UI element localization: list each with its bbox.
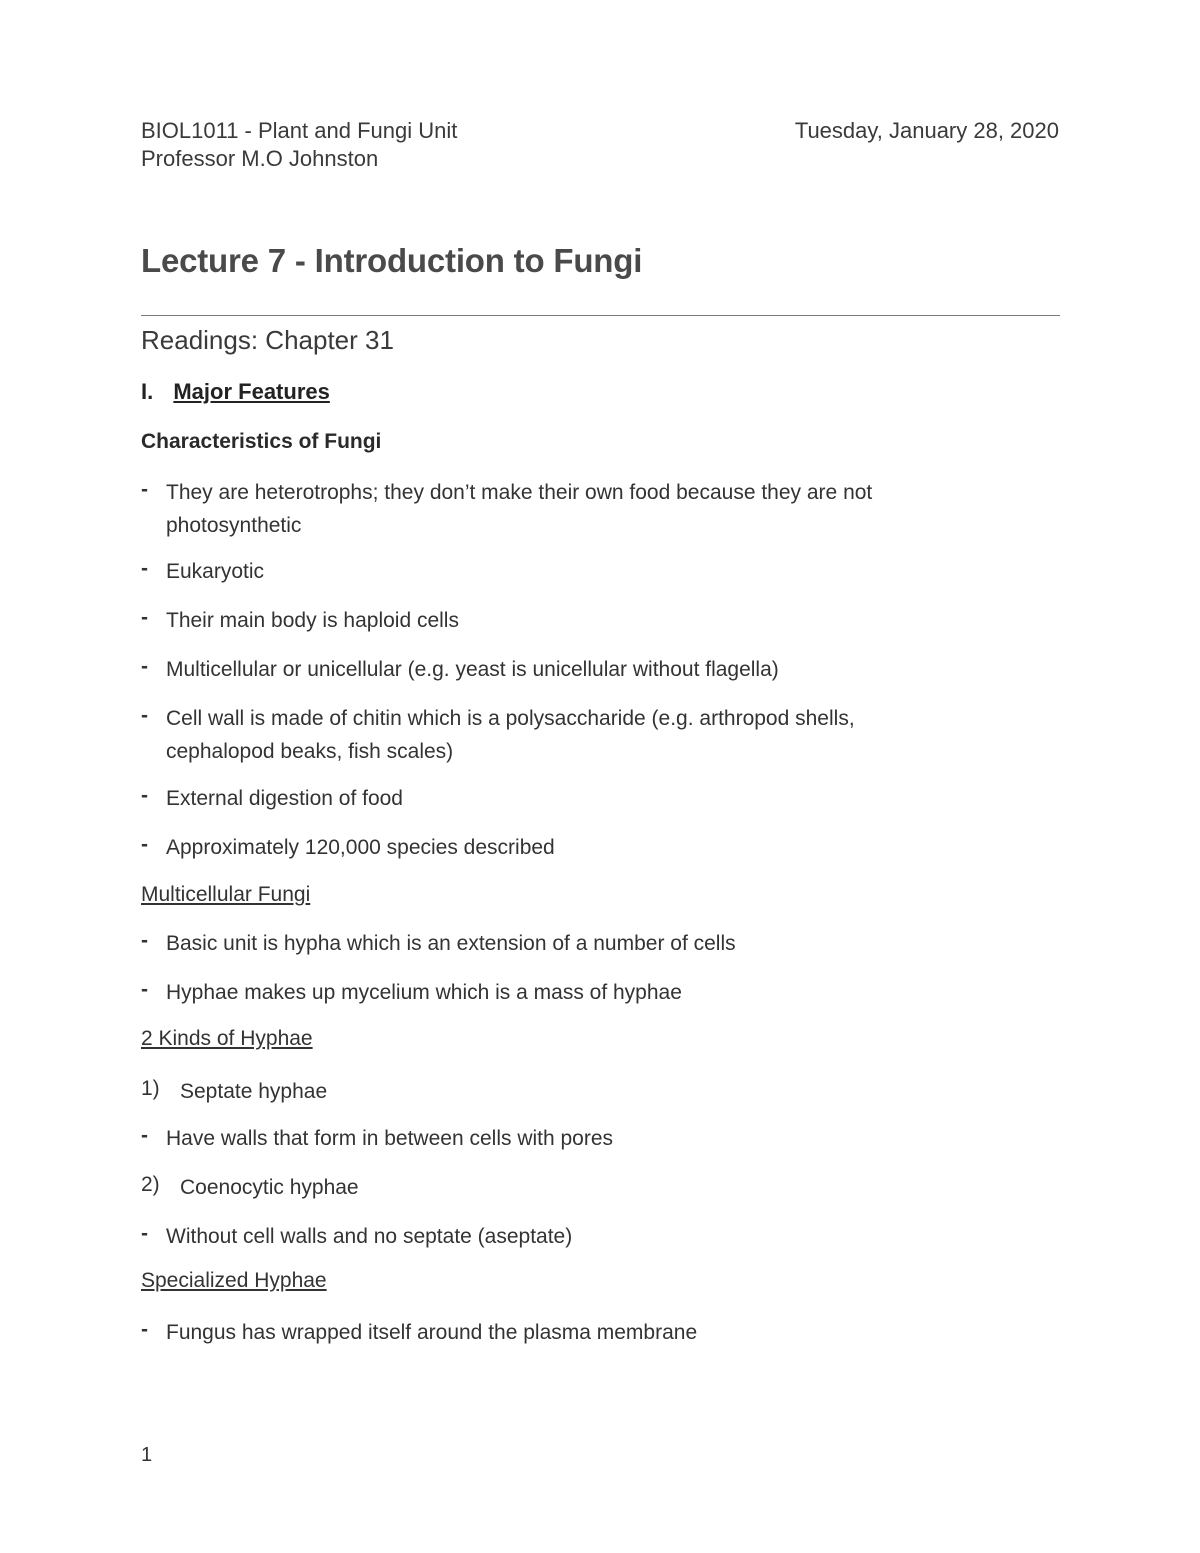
list-item: Basic unit is hypha which is an extension of a number of cells (166, 932, 736, 955)
bullet-dash: - (141, 606, 148, 629)
list-item: Fungus has wrapped itself around the plasma membrane (166, 1321, 698, 1344)
section-numeral: I. (141, 379, 154, 404)
list-item: They are heterotrophs; they don’t make their own food because they are not (166, 481, 873, 504)
characteristics-heading: Characteristics of Fungi (141, 430, 382, 453)
list-item: External digestion of food (166, 787, 403, 810)
list-item: Eukaryotic (166, 560, 265, 583)
bullet-dash: - (141, 1318, 148, 1341)
bullet-dash: - (141, 557, 148, 580)
bullet-dash: - (141, 978, 148, 1001)
numbered-marker: 2) (141, 1173, 160, 1196)
readings: Readings: Chapter 31 (141, 325, 394, 355)
bullet-dash: - (141, 833, 148, 856)
list-item-continuation: photosynthetic (166, 514, 302, 537)
list-item: Multicellular or unicellular (e.g. yeast is unicellular without flagella) (166, 658, 779, 681)
section-heading (141, 379, 330, 405)
course-title: BIOL1011 - Plant and Fungi Unit (141, 118, 458, 143)
bullet-dash: - (141, 704, 148, 727)
page-title: Lecture 7 - Introduction to Fungi (141, 242, 643, 279)
bullet-dash: - (141, 1222, 148, 1245)
title-divider (141, 315, 1060, 316)
list-item-continuation: cephalopod beaks, fish scales) (166, 740, 454, 763)
numbered-item: Coenocytic hyphae (180, 1176, 359, 1199)
list-item: Have walls that form in between cells with pores (166, 1127, 614, 1150)
page-number: 1 (141, 1444, 153, 1466)
section-label: Major Features (173, 379, 330, 404)
bullet-dash: - (141, 784, 148, 807)
multicellular-heading: Multicellular Fungi (141, 883, 311, 906)
list-item: Cell wall is made of chitin which is a polysaccharide (e.g. arthropod shells, (166, 707, 855, 730)
bullet-dash: - (141, 655, 148, 678)
list-item: Their main body is haploid cells (166, 609, 459, 632)
bullet-dash: - (141, 478, 148, 501)
list-item: Without cell walls and no septate (aseptate) (166, 1225, 573, 1248)
list-item: Hyphae makes up mycelium which is a mass of hyphae (166, 981, 682, 1004)
bullet-dash: - (141, 1124, 148, 1147)
list-item: Approximately 120,000 species described (166, 836, 555, 859)
kinds-heading: 2 Kinds of Hyphae (141, 1027, 313, 1050)
numbered-item: Septate hyphae (180, 1080, 328, 1103)
lecture-date: Tuesday, January 28, 2020 (794, 118, 1059, 143)
bullet-dash: - (141, 929, 148, 952)
professor-name: Professor M.O Johnston (141, 146, 379, 171)
specialized-heading: Specialized Hyphae (141, 1269, 327, 1292)
numbered-marker: 1) (141, 1077, 160, 1100)
